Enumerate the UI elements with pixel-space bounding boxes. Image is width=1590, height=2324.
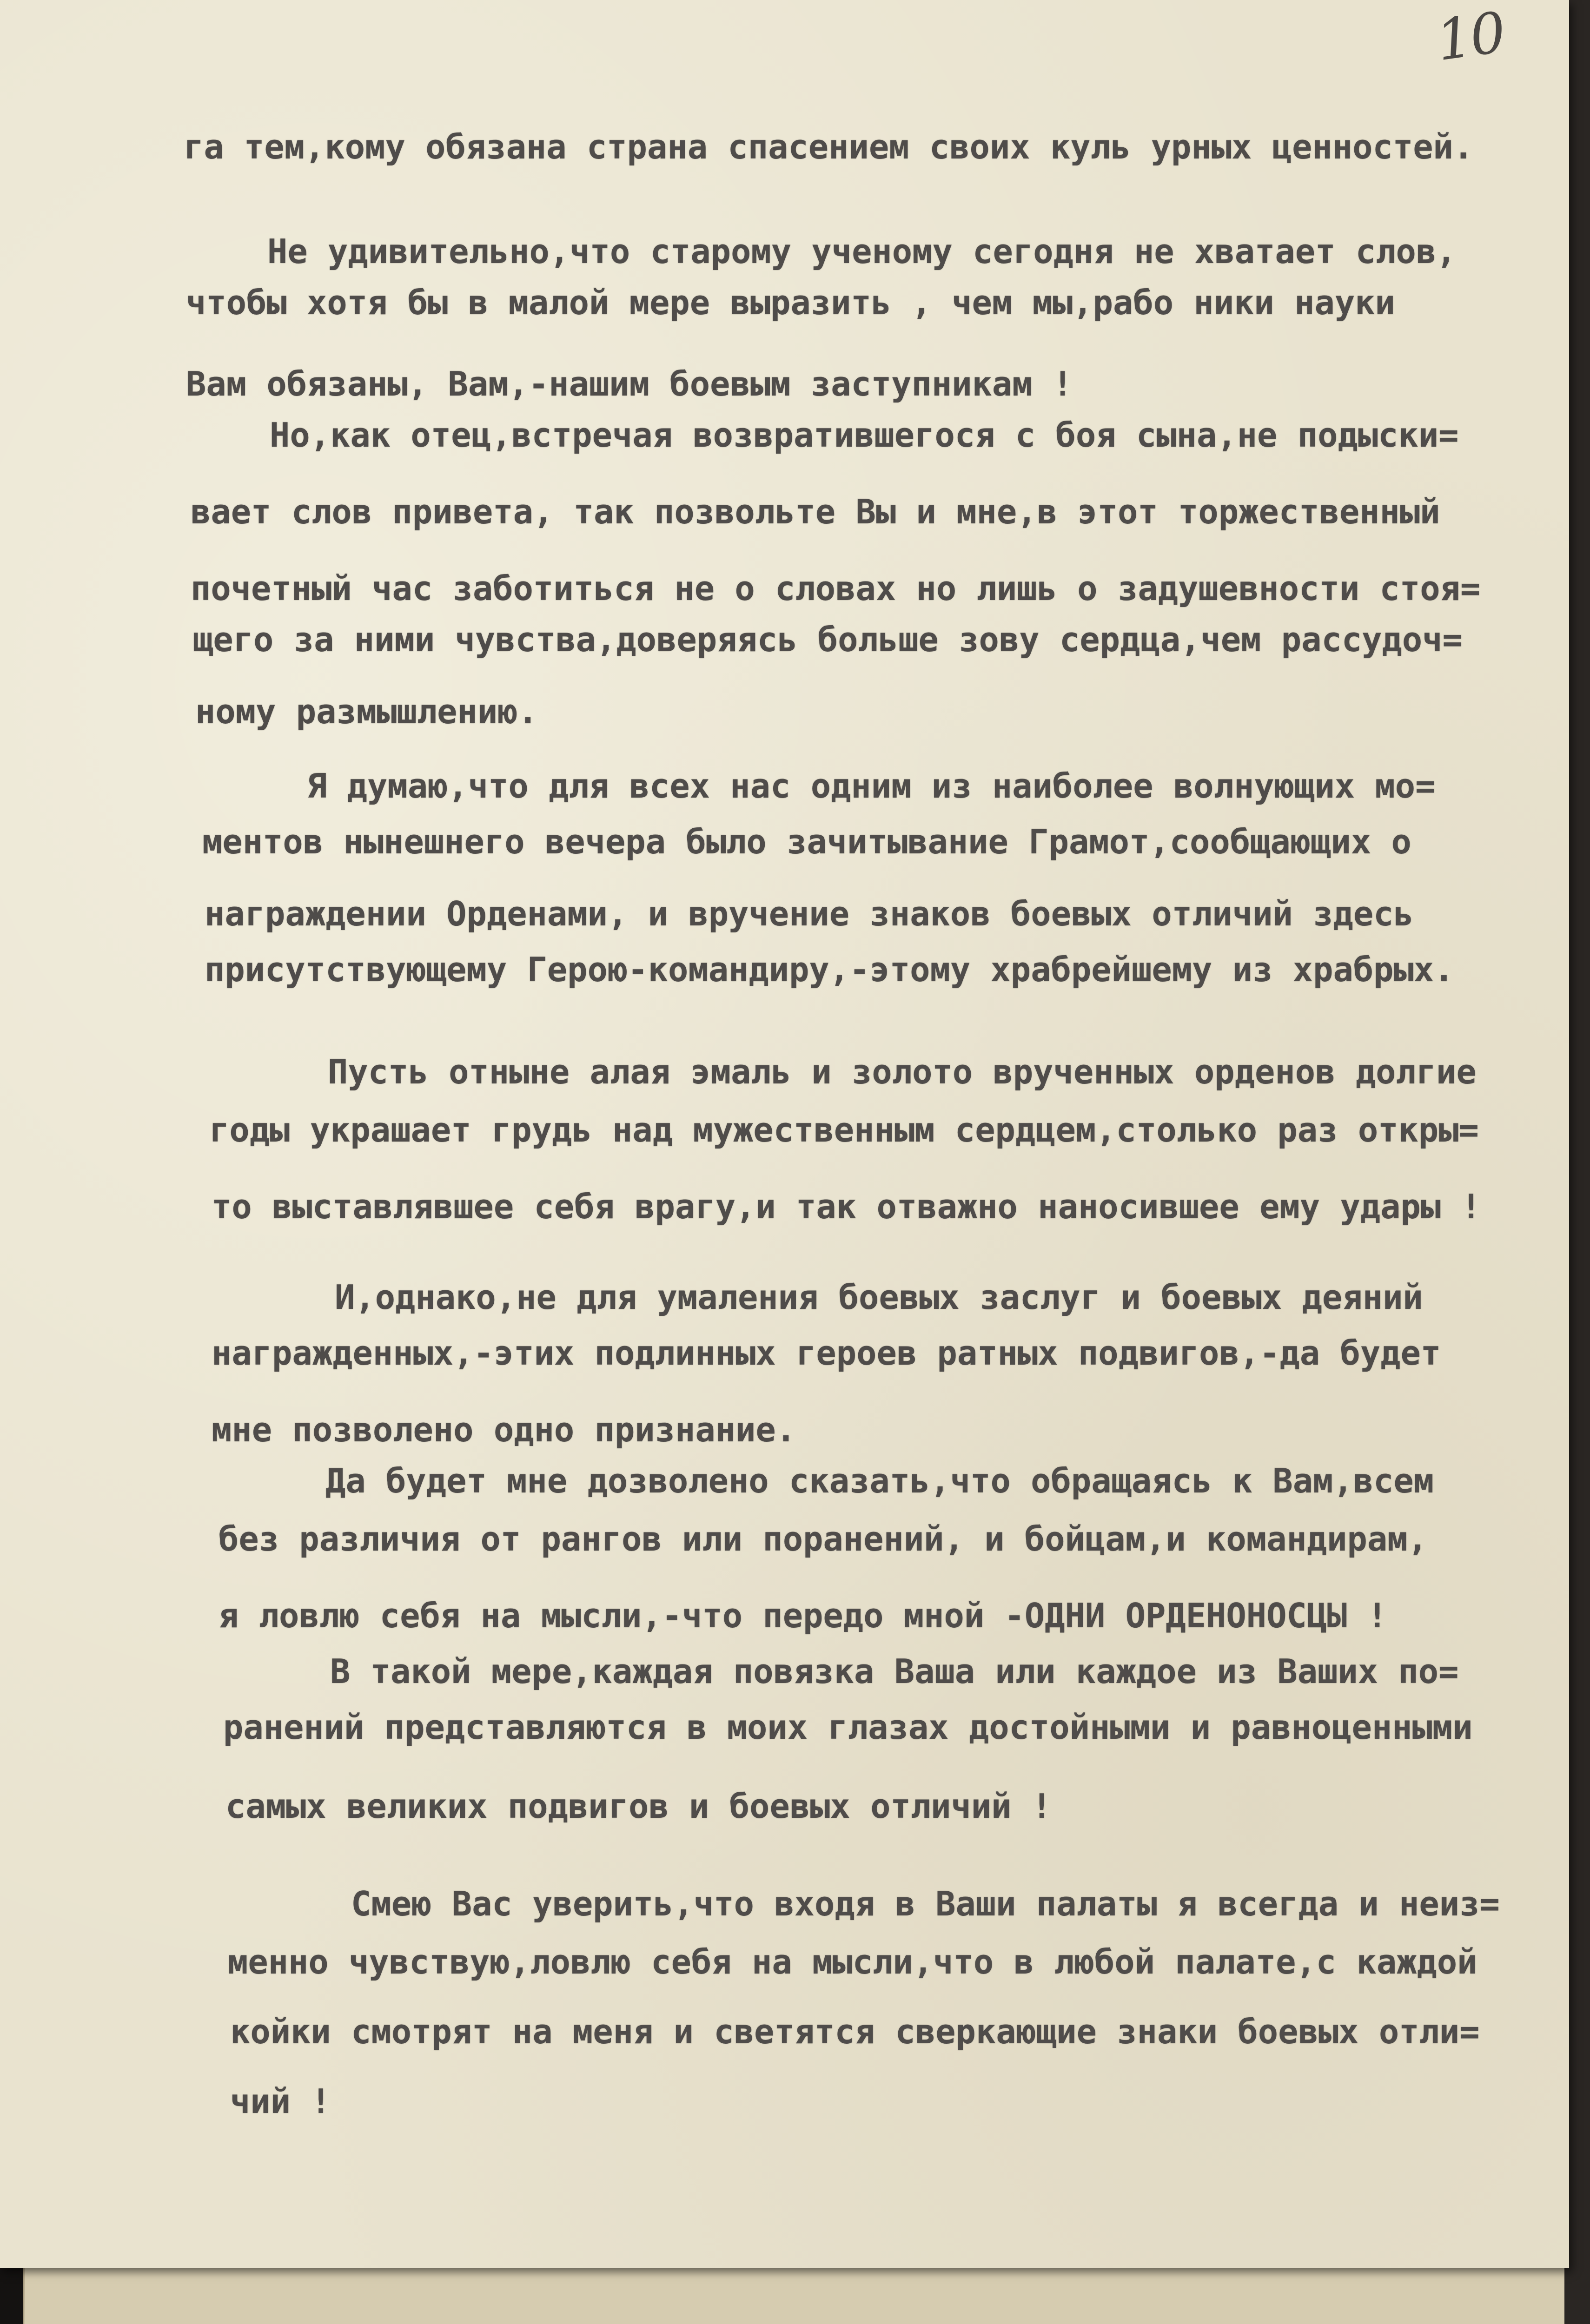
text-line: я ловлю себя на мысли,-что передо мной -ОДНИ ОРДЕНОНОСЦЫ ! [219, 1596, 1388, 1635]
text-line: га тем,кому обязана страна спасением своих куль урных ценностей. [184, 127, 1474, 166]
text-line: В такой мере,каждая повязка Ваша или каждое из Ваших по= [330, 1652, 1459, 1691]
text-line: то выставлявшее себя врагу,и так отважно наносившее ему удары ! [212, 1187, 1481, 1226]
text-line: Не удивительно,что старому ученому сегодня не хватает слов, [267, 232, 1457, 271]
text-line: Вам обязаны, Вам,-нашим боевым заступникам ! [186, 364, 1073, 403]
text-line: годы украшает грудь над мужественным сердцем,столько раз откры= [209, 1110, 1479, 1149]
text-line: Да будет мне дозволено сказать,что обращаясь к Вам,всем [325, 1461, 1434, 1500]
text-line: Смею Вас уверить,что входя в Ваши палаты я всегда и неиз= [351, 1884, 1500, 1923]
text-line: награжденных,-этих подлинных героев ратных подвигов,-да будет [212, 1334, 1441, 1373]
text-line: чий ! [230, 2082, 331, 2121]
text-line: вает слов привета, так позвольте Вы и мне,в этот торжественный [191, 492, 1440, 531]
text-line: самых великих подвигов и боевых отличий ! [225, 1787, 1052, 1826]
text-line: щего за ними чувства,доверяясь больше зову сердца,чем рассудоч= [193, 620, 1463, 659]
handwritten-page-number: 10 [1432, 0, 1508, 74]
text-line: без различия от рангов или поранений, и бойцам,и командирам, [219, 1519, 1428, 1558]
text-line: награждении Орденами, и вручение знаков боевых отличий здесь [205, 894, 1414, 933]
text-line: мне позволено одно признание. [212, 1410, 796, 1449]
text-line: Пусть отныне алая эмаль и золото врученных орденов долгие [328, 1052, 1477, 1091]
text-line: ранений представляются в моих глазах достойными и равноценными [223, 1708, 1473, 1747]
text-line: ментов нынешнего вечера было зачитывание Грамот,сообщающих о [202, 822, 1411, 861]
text-line: койки смотрят на меня и светятся сверкающие знаки боевых отли= [230, 2012, 1480, 2051]
text-line: присутствующему Герою-командиру,-этому храбрейшему из храбрых. [205, 950, 1454, 989]
text-line: ному размышлению. [195, 692, 538, 731]
text-line: И,однако,не для умаления боевых заслуг и боевых деяний [335, 1278, 1423, 1317]
text-line: Я думаю,что для всех нас одним из наиболее волнующих мо= [307, 766, 1436, 805]
text-line: менно чувствую,ловлю себя на мысли,что в любой палате,с каждой [228, 1942, 1477, 1981]
text-line: Но,как отец,встречая возвратившегося с боя сына,не подыски= [270, 416, 1459, 455]
text-line: чтобы хотя бы в малой мере выразить , чем мы,рабо ники науки [186, 283, 1395, 322]
text-line: почетный час заботиться не о словах но лишь о задушевности стоя= [191, 569, 1481, 608]
